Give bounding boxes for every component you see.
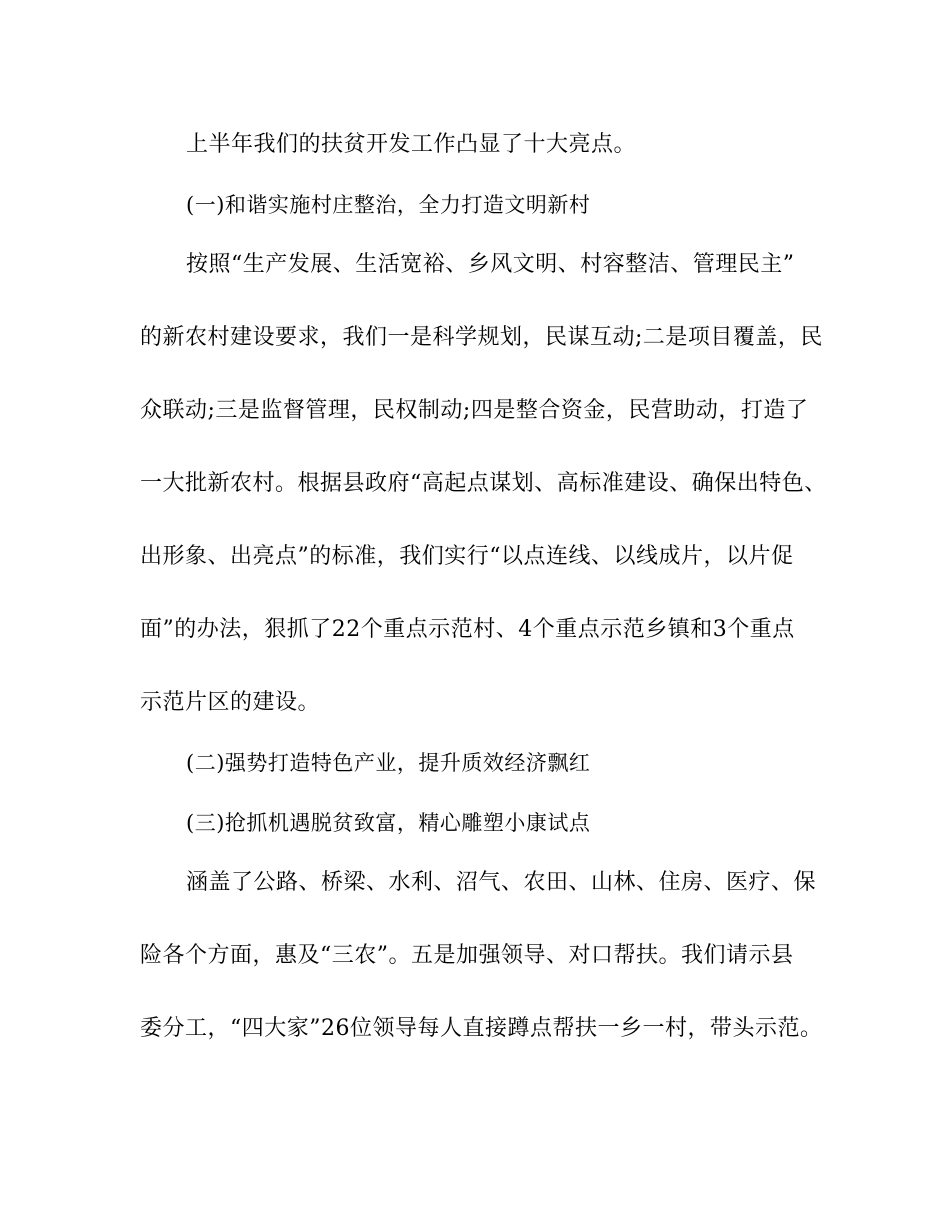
paragraph-1-line-5: 出形象、出亮点”的标准，我们实行“以点连线、以线成片，以片促 <box>140 544 794 569</box>
paragraph-1-line-4: 一大批新农村。根据县政府“高起点谋划、高标准建设、确保出特色、 <box>140 471 827 496</box>
paragraph-1-line-2: 的新农村建设要求，我们一是科学规划，民谋互动;二是项目覆盖，民 <box>140 325 823 350</box>
paragraph-2-line-1: 涵盖了公路、桥梁、水利、沼气、农田、山林、住房、医疗、保 <box>186 870 817 895</box>
paragraph-2-line-3: 委分工，“四大家”26位领导每人直接蹲点帮扶一乡一村，带头示范。 <box>140 1016 823 1041</box>
paragraph-1-line-1: 按照“生产发展、生活宽裕、乡风文明、村容整洁、管理民主” <box>186 252 795 277</box>
paragraph-intro-line-1: 上半年我们的扶贫开发工作凸显了十大亮点。 <box>186 132 637 157</box>
section-heading-2: (二)强势打造特色产业，提升质效经济飘红 <box>186 751 591 775</box>
section-heading-3: (三)抢抓机遇脱贫致富，精心雕塑小康试点 <box>186 811 591 835</box>
paragraph-1-line-7: 示范片区的建设。 <box>140 690 321 715</box>
section-heading-1: (一)和谐实施村庄整治，全力打造文明新村 <box>186 193 591 217</box>
paragraph-2-line-2: 险各个方面，惠及“三农”。五是加强领导、对口帮扶。我们请示县 <box>140 943 794 968</box>
paragraph-1-line-6: 面”的办法，狠抓了22个重点示范村、4个重点示范乡镇和3个重点 <box>140 617 795 642</box>
paragraph-1-line-3: 众联动;三是监督管理，民权制动;四是整合资金，民营助动，打造了 <box>140 398 809 423</box>
